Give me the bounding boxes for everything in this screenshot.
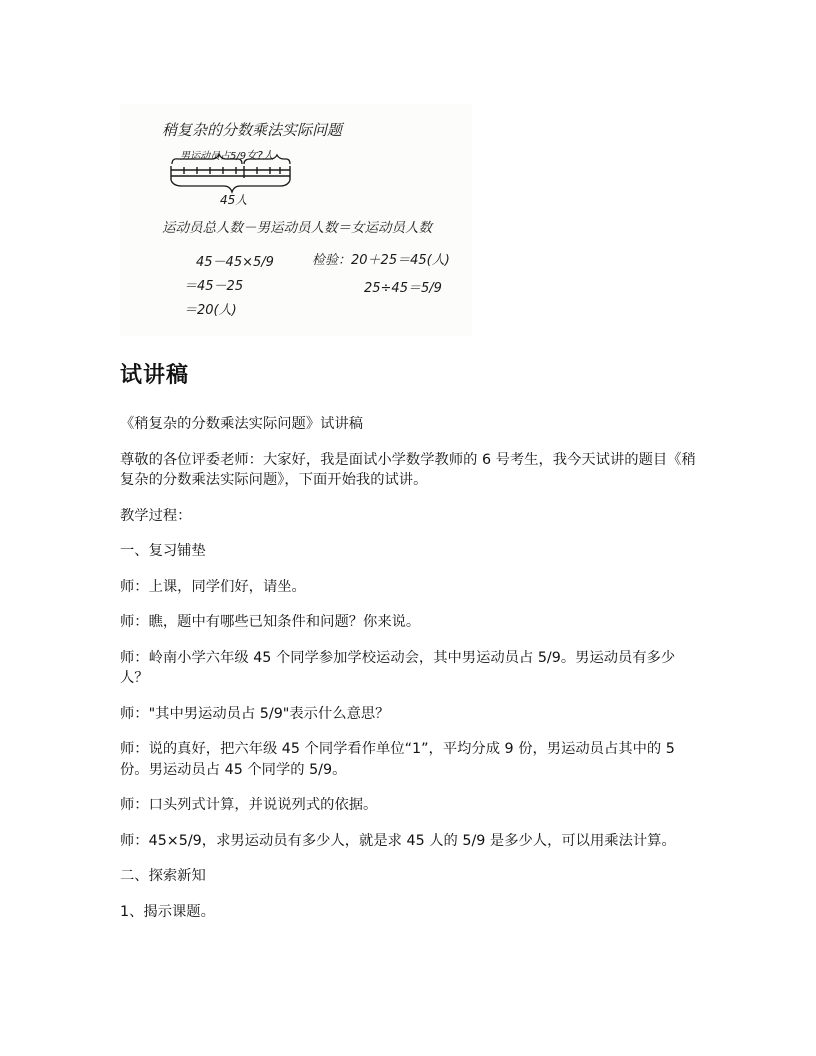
note-calc-3: ＝20(人) xyxy=(184,303,237,318)
note-check-2: 25÷45＝5/9 xyxy=(364,281,442,296)
section-review-heading: 一、复习铺垫 xyxy=(120,543,206,559)
teacher-line: 师："其中男运动员占 5/9"表示什么意思？ xyxy=(120,705,390,722)
teacher-line: 师：上课，同学们好，请坐。 xyxy=(120,578,306,595)
teacher-line: 师：口头列式计算，并说说列式的依据。 xyxy=(120,797,378,813)
teacher-line: 师：岭南小学六年级 45 个同学参加学校运动会，其中男运动员占 5/9。男运动员有多少人？ xyxy=(120,649,676,686)
handwritten-note-drawing xyxy=(120,104,472,336)
note-check-1: 检验：20＋25＝45(人) xyxy=(312,253,450,268)
section-explore-heading: 二、探索新知 xyxy=(120,868,206,884)
note-label-girls: 女?人 xyxy=(246,149,274,162)
subsection-heading: 1、揭示课题。 xyxy=(120,903,215,920)
note-title: 稍复杂的分数乘法实际问题 xyxy=(162,121,343,139)
note-label-total: 45人 xyxy=(220,193,248,207)
note-label-boys: 男运动员占5/9 xyxy=(180,151,247,162)
script-title-line: 《稍复杂的分数乘法实际问题》试讲稿 xyxy=(120,416,364,432)
segment-bar xyxy=(171,166,290,180)
note-calc-1: 45－45×5/9 xyxy=(196,255,274,270)
greeting-paragraph: 尊敬的各位评委老师：大家好，我是面试小学数学教师的 6 号考生，我今天试讲的题目《稍复杂的分数乘法实际问题》，下面开始我的试讲。 xyxy=(120,451,696,488)
lecture-script-body xyxy=(120,414,698,937)
teacher-line: 师：说的真好，把六年级 45 个同学看作单位“1”，平均分成 9 份，男运动员占其中的 5 份。男运动员占 45 个同学的 5/9。 xyxy=(120,741,675,778)
handwritten-note-image xyxy=(120,104,472,336)
section-heading: 试讲稿 xyxy=(120,363,190,388)
note-relation: 运动员总人数－男运动员人数＝女运动员人数 xyxy=(162,220,432,236)
brace-total xyxy=(171,180,290,192)
teaching-process-label: 教学过程： xyxy=(120,507,192,524)
note-calc-2: ＝45－25 xyxy=(184,279,244,294)
teacher-line: 师：瞧，题中有哪些已知条件和问题？你来说。 xyxy=(120,614,421,630)
teacher-line: 师：45×5/9，求男运动员有多少人，就是求 45 人的 5/9 是多少人，可以用乘法计算。 xyxy=(120,832,676,849)
